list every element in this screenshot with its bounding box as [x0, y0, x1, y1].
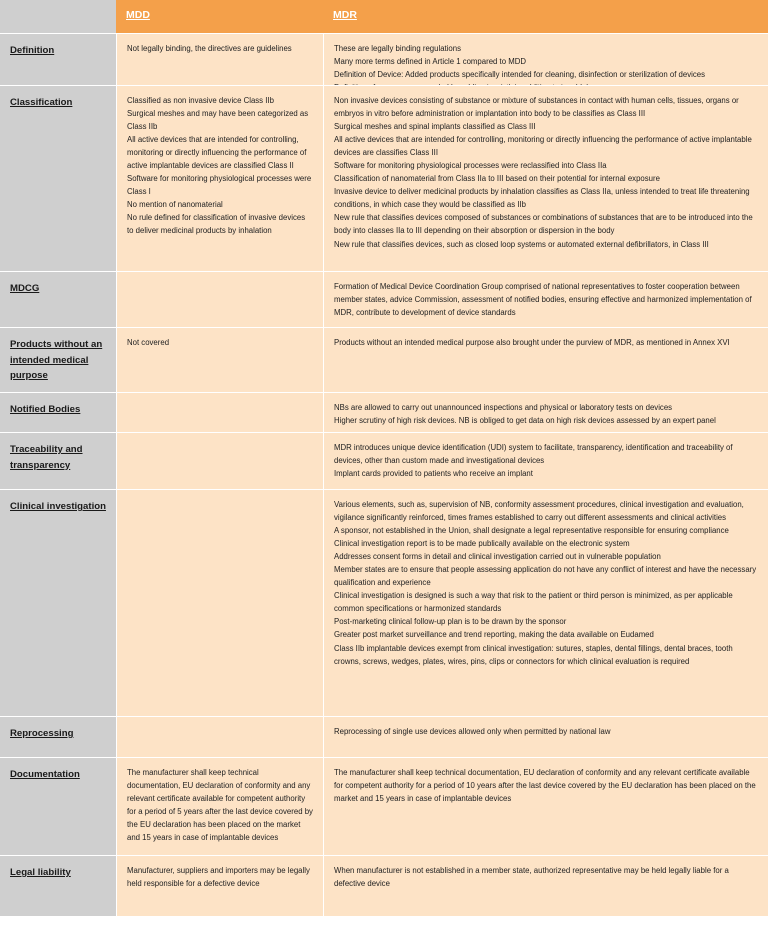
mdr-cell: [323, 392, 768, 432]
mdr-line: New rule that classifies devices composed of substances or combinations of substances that are to be introduced into the body into classes IIa to III depending on their absorption or dispersion in the body: [334, 213, 753, 236]
mdd-cell: [116, 716, 323, 757]
mdr-line: A sponsor, not established in the Union, shall designate a legal representative responsible for ensuring compliance: [334, 526, 729, 536]
mdr-line: The manufacturer shall keep technical documentation, EU declaration of conformity and any relevant certificate available for competent authority for a period of 10 years after the last device covered by the EU declaration has been placed on the market and 15 years in case of implantable devices: [334, 768, 756, 804]
table-body: [0, 33, 768, 916]
mdr-line: New rule that classifies devices, such as closed loop systems or automated external defibrillators, in Class III: [334, 239, 709, 249]
mdr-cell: [323, 716, 768, 757]
mdd-cell: [116, 85, 323, 271]
mdr-cell: [323, 757, 768, 855]
mdr-line: Definition of Device: Added products specifically intended for cleaning, disinfection or sterilization of devices: [334, 70, 705, 80]
comparison-table: [0, 0, 768, 33]
mdr-cell: [323, 271, 768, 327]
row-label: [0, 85, 116, 271]
mdr-line: Formation of Medical Device Coordination Group comprised of national representatives to foster cooperation between member states, advice Commission, assessment of notified bodies, ensuring effective and harmonized implementation of MDR, contribute to development of device standards: [334, 282, 752, 318]
header-mdd: MDD: [116, 0, 323, 33]
mdr-line: Surgical meshes and spinal implants classified as Class III: [334, 122, 536, 132]
mdr-line: Implant cards provided to patients who receive an implant: [334, 469, 533, 479]
mdd-line: Manufacturer, suppliers and importers may be legally held responsible for a defective device: [127, 866, 310, 889]
mdr-cell: [323, 489, 768, 716]
mdd-cell: [116, 33, 323, 85]
mdr-line: Clinical investigation report is to be made publically available on the electronic system: [334, 539, 630, 549]
mdr-cell: [323, 432, 768, 489]
mdr-line: Many more terms defined in Article 1 compared to MDD: [334, 57, 526, 67]
row-label: [0, 271, 116, 327]
row-label-text: Documentation: [10, 769, 80, 780]
mdr-line: Addresses consent forms in detail and clinical investigation carried out in vulnerable population: [334, 552, 661, 562]
mdr-line: Various elements, such as, supervision of NB, conformity assessment procedures, clinical investigation and evaluation, vigilance significantly reinforced, times frames established to carry out different assessments and clinical activities: [334, 500, 744, 523]
row-label-text: Traceability and transparency: [10, 444, 83, 471]
row-label-text: Notified Bodies: [10, 404, 81, 415]
mdd-line: No rule defined for classification of invasive devices to deliver medicinal products by inhalation: [127, 213, 306, 236]
row-label-text: Clinical investigation: [10, 501, 106, 512]
mdd-line: Software for monitoring physiological processes were Class I: [127, 174, 312, 197]
mdd-line: Classified as non invasive device Class IIb: [127, 96, 274, 105]
row-label: [0, 489, 116, 716]
mdr-cell: [323, 855, 768, 916]
row-label-text: Definition: [10, 45, 55, 56]
row-label-text: Legal liability: [10, 867, 71, 878]
mdr-line: Post-marketing clinical follow-up plan is to be drawn by the sponsor: [334, 617, 567, 627]
header-mdr: MDR: [323, 0, 768, 33]
row-label: [0, 327, 116, 392]
row-label-text: Classification: [10, 97, 73, 108]
mdr-line: When manufacturer is not established in a member state, authorized representative may be held legally liable for a defective device: [334, 866, 729, 889]
row-label: [0, 392, 116, 432]
row-label: [0, 757, 116, 855]
mdr-line: MDR introduces unique device identification (UDI) system to facilitate, transparency, identification and traceability of devices, other than custom made and investigational devices: [334, 443, 733, 466]
mdr-line: These are legally binding regulations: [334, 44, 461, 53]
mdr-line: Products without an intended medical purpose also brought under the purview of MDR, as mentioned in Annex XVI: [334, 338, 730, 347]
mdr-line: Classification of nanomaterial from Class IIa to III based on their potential for internal exposure: [334, 174, 660, 184]
row-label: [0, 855, 116, 916]
mdd-line: Not covered: [127, 338, 170, 347]
mdd-cell: [116, 432, 323, 489]
header-corner: [0, 0, 116, 33]
row-label: [0, 33, 116, 85]
mdr-cell: [323, 327, 768, 392]
mdr-line: Member states are to ensure that people assessing application do not have any conflict of interest and have the necessary qualification and experience: [334, 565, 757, 588]
mdr-cell: [323, 85, 768, 271]
mdd-cell: [116, 271, 323, 327]
mdd-line: Surgical meshes and may have been categorized as Class IIb: [127, 109, 309, 132]
row-label-text: Products without an intended medical purpose: [10, 339, 103, 381]
mdr-line: Clinical investigation is designed is such a way that risk to the patient or third person is minimized, as per applicable common specifications or harmonized standards: [334, 591, 733, 614]
mdd-line: Not legally binding, the directives are guidelines: [127, 44, 292, 53]
mdr-line: Reprocessing of single use devices allowed only when permitted by national law: [334, 727, 611, 736]
mdr-line: All active devices that are intended for controlling, monitoring or directly influencing the performance of active implantable devices are classifies Class III: [334, 135, 752, 158]
mdr-line: Higher scrutiny of high risk devices. NB is obliged to get data on high risk devices assessed by an expert panel: [334, 416, 716, 426]
mdd-cell: [116, 327, 323, 392]
mdr-line: Class IIb implantable devices exempt from clinical investigation: sutures, staples, dental fillings, dental braces, tooth crowns, screws, wedges, plates, wires, pins, clips or connectors for which clinical evaluation is required: [334, 643, 733, 666]
mdr-line: Non invasive devices consisting of substance or mixture of substances in contact with human cells, tissues, organs or embryos in vitro before administration or implantation into body to be classifies as Class III: [334, 96, 739, 119]
mdd-cell: [116, 855, 323, 916]
mdd-line: All active devices that are intended for controlling, monitoring or directly influencing the performance of active implantable devices are classified Class II: [127, 135, 307, 171]
row-label-text: MDCG: [10, 283, 40, 294]
mdr-line: Greater post market surveillance and trend reporting, making the data available on Eudamed: [334, 630, 654, 640]
mdd-line: The manufacturer shall keep technical documentation, EU declaration of conformity and any relevant certificate available for competent authority for a period of 5 years after the last device covered by the EU declaration has been placed on the market and 15 years in case of implantable devices: [127, 768, 313, 843]
row-label-text: Reprocessing: [10, 728, 74, 739]
mdd-cell: [116, 757, 323, 855]
mdr-line: Invasive device to deliver medicinal products by inhalation classifies as Class IIa, unless intended to treat life threatening conditions, in which case they would be classified as IIb: [334, 187, 750, 210]
mdr-line: NBs are allowed to carry out unannounced inspections and physical or laboratory tests on devices: [334, 403, 673, 412]
mdd-cell: [116, 489, 323, 716]
mdr-line: Software for monitoring physiological processes were reclassified into Class IIa: [334, 161, 607, 171]
mdd-line: No mention of nanomaterial: [127, 200, 223, 210]
mdr-cell: [323, 33, 768, 85]
row-label: [0, 716, 116, 757]
row-label: [0, 432, 116, 489]
mdd-cell: [116, 392, 323, 432]
